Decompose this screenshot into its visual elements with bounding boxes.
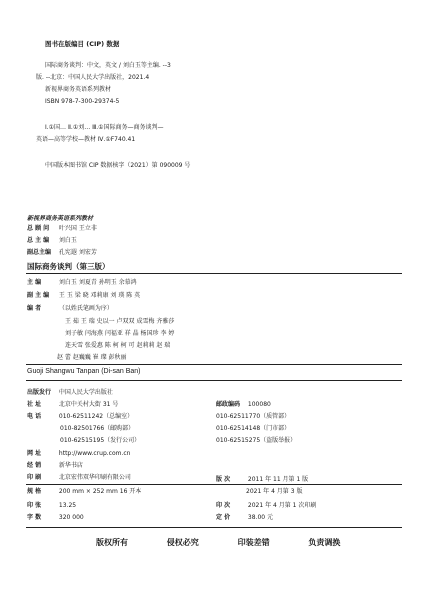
footer-exchange: 负责调换 bbox=[308, 538, 341, 547]
publisher-value: 中国人民大学出版社 bbox=[58, 389, 113, 396]
footer-defect: 印装差错 bbox=[237, 538, 270, 547]
printing-label: 印 次 bbox=[216, 502, 231, 509]
words-label: 字 数 bbox=[27, 514, 42, 521]
cip-line: ISBN 978-7-300-29374-5 bbox=[45, 98, 120, 105]
words-row bbox=[27, 514, 84, 522]
postcode-row bbox=[216, 401, 271, 409]
writers-row: 赵 蕾 赵巍巍 崔 璨 彭秋丽 bbox=[57, 354, 127, 361]
editor-label: 主 编 bbox=[27, 279, 42, 286]
cip-heading: 图书在版编目 (CIP) 数据 bbox=[45, 40, 120, 48]
book-title: 国际商务谈判（第三版） bbox=[27, 262, 110, 271]
dist-value: 新华书店 bbox=[58, 462, 83, 469]
phone-label: 电 话 bbox=[27, 413, 42, 420]
address-row bbox=[27, 401, 118, 409]
series-advisor bbox=[27, 225, 97, 233]
writers-label: 编 者 bbox=[27, 305, 42, 312]
print-label: 印 刷 bbox=[27, 474, 42, 481]
web-label: 网 址 bbox=[27, 450, 42, 457]
phone-row bbox=[27, 413, 133, 421]
cip-line: Ⅰ.①国… Ⅱ.①刘… Ⅲ.①国际商务—商务谈判— bbox=[45, 124, 164, 131]
publisher-row bbox=[27, 389, 113, 397]
spec-value: 200 mm × 252 mm 16 开本 bbox=[58, 488, 142, 495]
phone-value: 010-82501766（邮购部） bbox=[60, 425, 135, 432]
writers-row: 王 茹 王 瑞 史以一 卢双双 成雪梅 齐雅莎 bbox=[65, 318, 175, 325]
print-value: 北京宏伟双华印刷有限公司 bbox=[58, 474, 131, 481]
cip-line: 版. --北京：中国人民大学出版社，2021.4 bbox=[36, 74, 150, 81]
series-vice-names: 孔宪遐 刘宏芳 bbox=[58, 249, 97, 256]
series-title: 新视界商务英语系列教材 bbox=[27, 215, 94, 222]
printing-value: 2021 年 4 月第 1 次印刷 bbox=[247, 502, 317, 509]
footer-copyright: 版权所有 bbox=[96, 538, 128, 547]
divider bbox=[26, 380, 402, 381]
divider bbox=[26, 364, 402, 365]
footer-notice bbox=[96, 538, 376, 548]
pinyin-title: Guoji Shangwu Tanpan (Di-san Ban) bbox=[27, 368, 141, 375]
sheets-label: 印 张 bbox=[27, 502, 42, 509]
web-link[interactable]: http://www.crup.com.cn bbox=[58, 450, 131, 457]
edition-value: 2021 年 4 月第 3 版 bbox=[246, 488, 303, 495]
spec-label: 规 格 bbox=[27, 488, 42, 495]
postcode-value: 100080 bbox=[247, 401, 271, 408]
price-value: 38.00 元 bbox=[247, 514, 274, 521]
footer-infringement: 侵权必究 bbox=[166, 538, 199, 547]
postcode-label: 邮政编码 bbox=[216, 401, 241, 408]
divider bbox=[26, 273, 402, 274]
sheets-value: 13.25 bbox=[58, 502, 77, 509]
cip-line: 新视界商务英语系列教材 bbox=[45, 86, 112, 93]
book-editors bbox=[27, 279, 137, 287]
publisher-label: 出版发行 bbox=[27, 389, 52, 396]
spec-row bbox=[27, 488, 141, 496]
edition-label: 版 次 bbox=[216, 476, 231, 483]
series-chief bbox=[27, 237, 77, 245]
series-chief-label: 总 主 编 bbox=[27, 237, 50, 244]
sheets-row bbox=[27, 502, 76, 510]
price-row bbox=[216, 514, 273, 522]
series-chief-names: 刘白玉 bbox=[58, 237, 77, 244]
cip-number: 中国版本图书馆 CIP 数据核字（2021）第 090009 号 bbox=[45, 162, 191, 169]
writers-row: 连天雪 张爱惠 陈 柯 柯 可 赵莉莉 赵 瑞 bbox=[65, 342, 171, 349]
cip-line: 英语—高等学校—教材 Ⅳ.①F740.41 bbox=[36, 136, 136, 143]
divider bbox=[26, 527, 402, 528]
words-value: 320 000 bbox=[58, 514, 84, 521]
dist-row bbox=[27, 462, 83, 470]
print-row bbox=[27, 474, 131, 482]
series-vice bbox=[27, 249, 97, 257]
phone-value: 010-62514148（门市部） bbox=[216, 425, 291, 432]
web-row bbox=[27, 450, 131, 458]
address-value: 北京中关村大街 31 号 bbox=[58, 401, 119, 408]
vice-editor-names: 王 玉 梁 晓 邓莉康 刘 瑛 陈 英 bbox=[58, 292, 141, 299]
series-vice-label: 副总主编 bbox=[27, 249, 52, 256]
series-advisor-names: 叶兴国 王立非 bbox=[58, 225, 97, 232]
editor-names: 刘白玉 刘夏青 孙明玉 余慕鸿 bbox=[58, 279, 137, 286]
writers-row: 刘子敏 闫海燕 闫福亚 祥 晶 杨国珍 李 婷 bbox=[65, 330, 175, 337]
book-vice-editors bbox=[27, 292, 140, 300]
price-label: 定 价 bbox=[216, 514, 231, 521]
series-advisor-label: 总 顾 问 bbox=[27, 225, 50, 232]
address-label: 社 址 bbox=[27, 401, 42, 408]
divider bbox=[26, 484, 402, 485]
dist-label: 经 销 bbox=[27, 462, 42, 469]
cip-line: 国际商务谈判：中文，英文 / 刘白玉等主编. --3 bbox=[45, 62, 171, 69]
edition-value: 2011 年 11 月第 1 版 bbox=[247, 476, 309, 483]
phone-value: 010-62515275（盗版举报） bbox=[216, 437, 297, 444]
vice-editor-label: 副 主 编 bbox=[27, 292, 50, 299]
phone-value: 010-62511242（总编室） bbox=[58, 413, 134, 420]
edition-row bbox=[216, 476, 308, 484]
phone-value: 010-62511770（质管部） bbox=[216, 413, 291, 420]
phone-value: 010-62515195（发行公司） bbox=[60, 437, 141, 444]
book-writers bbox=[27, 305, 113, 313]
printing-row bbox=[216, 502, 316, 510]
writers-note: （以姓氏笔画为序） bbox=[58, 305, 113, 312]
